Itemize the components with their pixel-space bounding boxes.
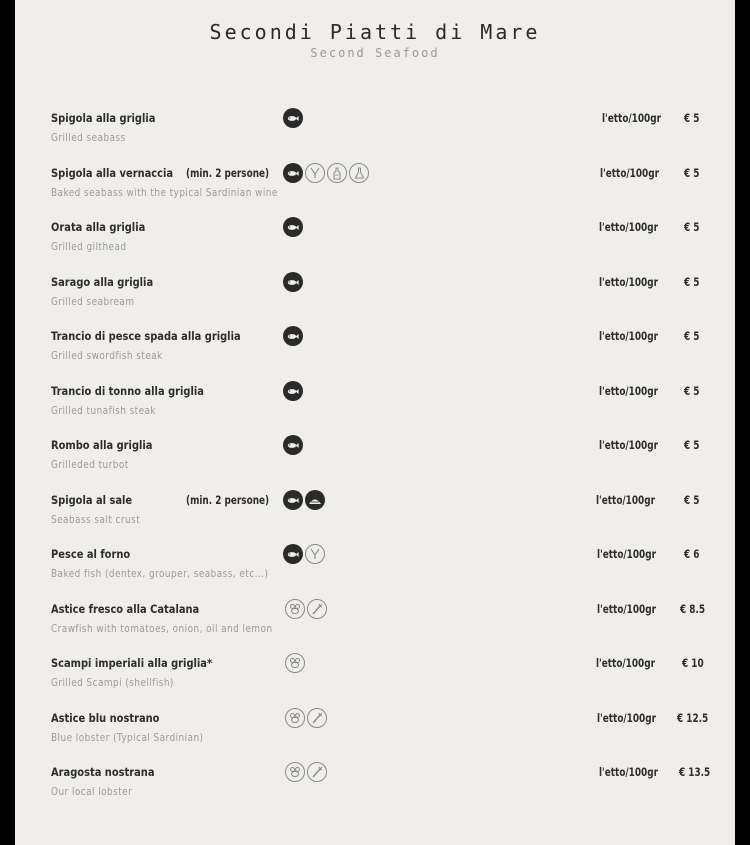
item-description: Blue lobster (Typical Sardinian) — [51, 731, 204, 744]
wine-bottle-icon — [327, 163, 347, 183]
menu-item — [51, 765, 731, 805]
item-unit: l'etto/100gr — [599, 275, 659, 289]
item-description: Grilleded turbot — [51, 458, 129, 471]
item-name: Trancio di tonno alla griglia — [51, 384, 204, 398]
allergen-icons — [283, 544, 325, 564]
item-name: Orata alla griglia — [51, 220, 146, 234]
celery-icon — [307, 762, 327, 782]
fish-icon — [283, 544, 303, 564]
item-unit: l'etto/100gr — [596, 493, 656, 507]
item-description: Grilled seabream — [51, 295, 135, 308]
allergen-icons — [285, 599, 327, 619]
menu-item — [51, 220, 731, 260]
menu-item — [51, 111, 731, 151]
crustacean-icon — [285, 599, 305, 619]
item-description: Grilled Scampi (shellfish) — [51, 676, 174, 689]
item-description: Seabass salt crust — [51, 513, 141, 526]
item-unit: l'etto/100gr — [599, 438, 659, 452]
crustacean-icon — [285, 708, 305, 728]
crustacean-icon — [285, 762, 305, 782]
allergen-icons — [283, 381, 303, 401]
item-price: € 8.5 — [680, 602, 706, 616]
item-unit: l'etto/100gr — [597, 547, 657, 561]
item-price: € 5 — [684, 275, 700, 289]
page-title: Secondi Piatti di Mare — [209, 20, 541, 44]
item-unit: l'etto/100gr — [597, 602, 657, 616]
crustacean-icon — [285, 653, 305, 673]
allergen-icons — [283, 326, 303, 346]
item-unit: l'etto/100gr — [602, 111, 662, 125]
item-note: (min. 2 persone) — [186, 493, 270, 507]
item-description: Baked seabass with the typical Sardinian wine — [51, 186, 278, 199]
fish-icon — [283, 163, 303, 183]
item-name: Sarago alla griglia — [51, 275, 154, 289]
fish-icon — [283, 217, 303, 237]
menu-page — [15, 0, 735, 845]
salt-icon — [305, 490, 325, 510]
item-name: Spigola alla vernaccia — [51, 166, 174, 180]
item-price: € 5 — [684, 493, 700, 507]
item-description: Grilled seabass — [51, 131, 126, 144]
item-name: Astice blu nostrano — [51, 711, 160, 725]
fish-icon — [283, 490, 303, 510]
item-unit: l'etto/100gr — [596, 656, 656, 670]
item-unit: l'etto/100gr — [599, 220, 659, 234]
allergen-icons — [283, 435, 303, 455]
item-price: € 5 — [684, 166, 700, 180]
item-unit: l'etto/100gr — [599, 765, 659, 779]
item-price: € 10 — [682, 656, 704, 670]
page-subtitle: Second Seafood — [310, 46, 440, 60]
allergen-icons — [283, 217, 303, 237]
item-price: € 6 — [684, 547, 700, 561]
celery-icon — [307, 708, 327, 728]
menu-item — [51, 166, 731, 206]
item-price: € 12.5 — [677, 711, 709, 725]
item-name: Spigola al sale — [51, 493, 133, 507]
item-description: Baked fish (dentex, grouper, seabass, etc...) — [51, 567, 269, 580]
item-unit: l'etto/100gr — [599, 329, 659, 343]
fish-icon — [283, 326, 303, 346]
item-note: (min. 2 persone) — [186, 166, 270, 180]
allergen-icons — [283, 108, 303, 128]
item-description: Grilled gilthead — [51, 240, 127, 253]
wine-glass-icon — [305, 544, 325, 564]
allergen-icons — [283, 163, 369, 183]
allergen-icons — [285, 653, 305, 673]
menu-item — [51, 656, 731, 696]
menu-item — [51, 711, 731, 751]
item-price: € 13.5 — [679, 765, 711, 779]
item-name: Aragosta nostrana — [51, 765, 155, 779]
fish-icon — [283, 108, 303, 128]
fish-icon — [283, 272, 303, 292]
item-description: Crawfish with tomatoes, onion, oil and lemon — [51, 622, 273, 635]
menu-item — [51, 493, 731, 533]
item-unit: l'etto/100gr — [597, 711, 657, 725]
menu-item — [51, 438, 731, 478]
fish-icon — [283, 381, 303, 401]
item-name: Astice fresco alla Catalana — [51, 602, 200, 616]
allergen-icons — [283, 490, 325, 510]
menu-item — [51, 384, 731, 424]
menu-item — [51, 547, 731, 587]
item-unit: l'etto/100gr — [600, 166, 660, 180]
allergen-icons — [285, 708, 327, 728]
item-name: Trancio di pesce spada alla griglia — [51, 329, 241, 343]
item-description: Grilled tunafish steak — [51, 404, 157, 417]
fish-icon — [283, 435, 303, 455]
item-price: € 5 — [684, 329, 700, 343]
flask-icon — [349, 163, 369, 183]
menu-item — [51, 275, 731, 315]
item-price: € 5 — [684, 111, 700, 125]
item-price: € 5 — [684, 384, 700, 398]
allergen-icons — [283, 272, 303, 292]
wine-glass-icon — [305, 163, 325, 183]
item-price: € 5 — [684, 438, 700, 452]
item-name: Pesce al forno — [51, 547, 131, 561]
item-name: Spigola alla griglia — [51, 111, 156, 125]
celery-icon — [307, 599, 327, 619]
item-description: Our local lobster — [51, 785, 133, 798]
item-name: Scampi imperiali alla griglia* — [51, 656, 213, 670]
allergen-icons — [285, 762, 327, 782]
menu-item — [51, 329, 731, 369]
item-price: € 5 — [684, 220, 700, 234]
menu-item — [51, 602, 731, 642]
item-unit: l'etto/100gr — [599, 384, 659, 398]
item-description: Grilled swordfish steak — [51, 349, 163, 362]
item-name: Rombo alla griglia — [51, 438, 153, 452]
